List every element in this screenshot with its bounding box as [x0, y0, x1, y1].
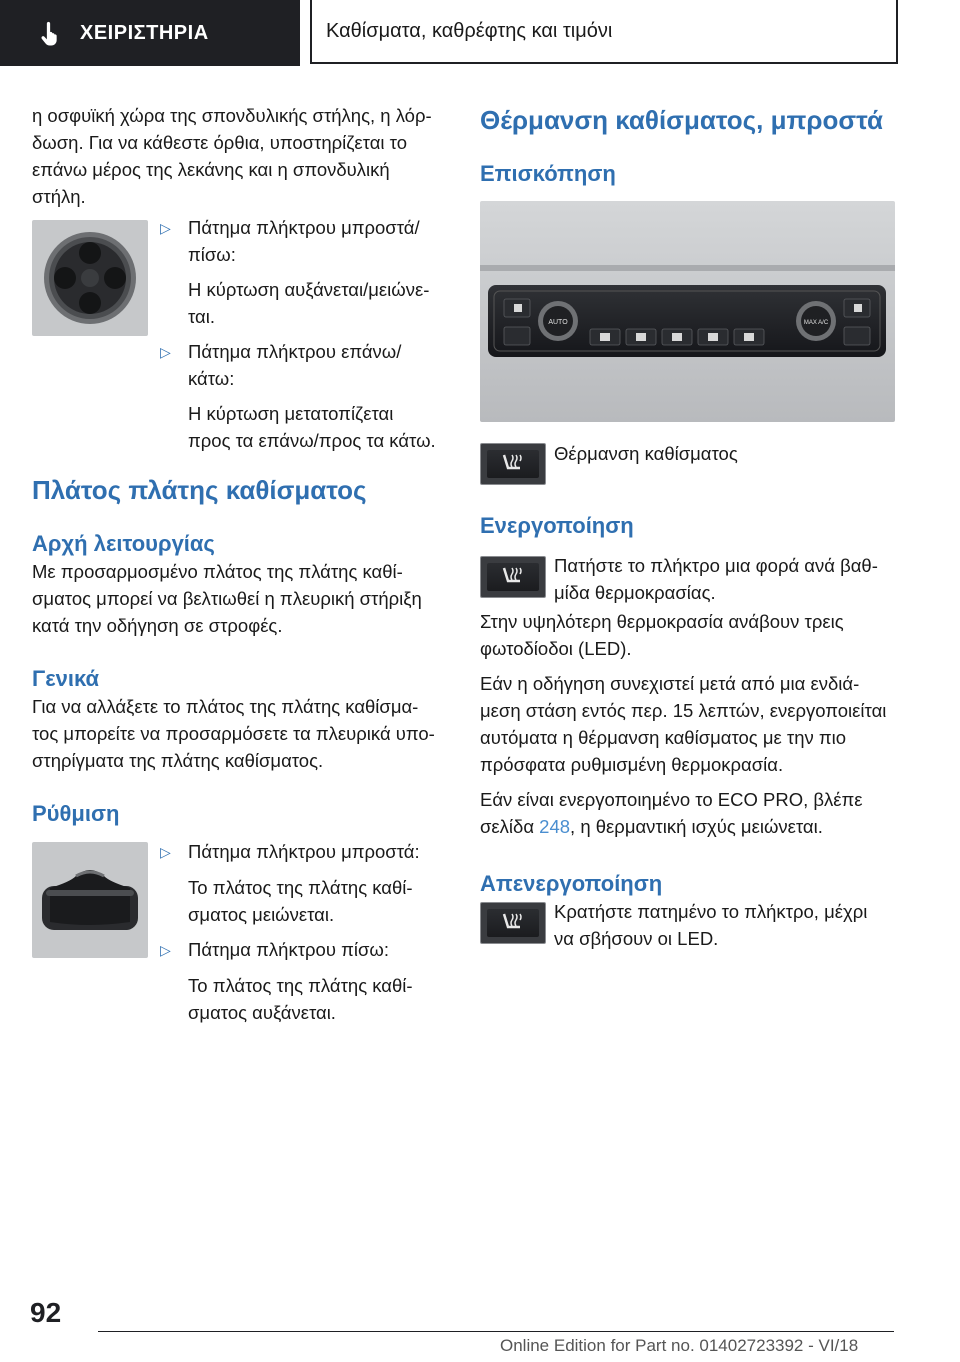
body-line: Στην υψηλότερη θερμοκρασία ανάβουν τρεις: [480, 611, 844, 632]
list-item: [160, 838, 452, 866]
body-line: μεση στάση εντός περ. 15 λεπτών, ενεργοποιείται: [480, 700, 887, 721]
seat-heating-icon: [498, 565, 528, 589]
action-text: Πάτημα πλήκτρου μπροστά:: [188, 841, 420, 862]
seat-heating-icon: [498, 452, 528, 476]
climate-panel-image: [480, 201, 895, 422]
section-tab: [310, 0, 898, 64]
list-item: [160, 214, 452, 268]
width-switch-image: [32, 842, 148, 958]
subsection-heading: Επισκόπηση: [480, 161, 616, 186]
body-line: πρόσφατα ρυθμισμένη θερμοκρασία.: [480, 754, 784, 775]
body-line: φωτοδίοδοι (LED).: [480, 638, 632, 659]
section-heading: Πλάτος πλάτης καθίσματος: [32, 475, 367, 505]
auto-button-label: AUTO: [548, 319, 568, 326]
action-text: κάτω:: [188, 368, 235, 389]
lumbar-instructions: [160, 214, 452, 454]
body-line: αυτόματα η θέρμανση καθίσματος με την πιο: [480, 727, 847, 748]
subsection-heading: Ρύθμιση: [32, 801, 120, 826]
action-text: Πάτημα πλήκτρου μπροστά/: [188, 217, 420, 238]
body-line: Με προσαρμοσμένο πλάτος της πλάτης καθί-: [32, 561, 403, 582]
subsection-heading: Απενεργοποίηση: [480, 871, 663, 896]
result-text: [160, 400, 452, 454]
triangle-bullet-icon: ▷: [160, 844, 171, 860]
page-reference-link[interactable]: 248: [539, 816, 571, 837]
body-line: Εάν η οδήγηση συνεχιστεί μετά από μια ενδιά-: [480, 673, 860, 694]
triangle-bullet-icon: ▷: [160, 220, 171, 236]
body-line: σματος μπορεί να βελτιωθεί η πλευρική στήριξη: [32, 588, 422, 609]
seat-heating-button-image: [480, 556, 546, 598]
result-line: ται.: [188, 306, 215, 327]
triangle-bullet-icon: ▷: [160, 942, 171, 958]
result-text: [160, 972, 452, 1026]
caption-line: μίδα θερμοκρασίας.: [554, 582, 716, 603]
activate-caption: [554, 552, 894, 606]
section-heading: Θέρμανση καθίσματος, μπροστά: [480, 105, 884, 135]
body-line: Για να αλλάξετε το πλάτος της πλάτης καθίσμα-: [32, 696, 419, 717]
chapter-title: ΧΕΙΡΙΣΤΗΡΙΑ: [80, 21, 209, 44]
triangle-bullet-icon: ▷: [160, 344, 171, 360]
result-line: Η κύρτωση μετατοπίζεται: [188, 403, 394, 424]
left-column-intro: [32, 102, 452, 210]
intro-line: στήλη.: [32, 186, 86, 207]
subsection-heading: Αρχή λειτουργίας: [32, 531, 215, 556]
intro-line: επάνω μέρος της λεκάνης και η σπονδυλική: [32, 159, 390, 180]
seat-heating-button-image: [480, 902, 546, 944]
width-section: [32, 474, 452, 828]
list-item: [160, 338, 452, 392]
caption-text: Θέρμανση καθίσματος: [554, 443, 738, 464]
edition-text: Online Edition for Part no. 01402723392 - VI/18: [500, 1336, 859, 1355]
result-line: σματος μειώνεται.: [188, 904, 335, 925]
result-text: [160, 874, 452, 928]
width-instructions: [160, 838, 452, 1026]
result-line: προς τα επάνω/προς τα κάτω.: [188, 430, 436, 451]
caption-line: Κρατήστε πατημένο το πλήκτρο, μέχρι: [554, 901, 868, 922]
result-line: Το πλάτος της πλάτης καθί-: [188, 877, 413, 898]
body-text: σελίδα: [480, 816, 540, 837]
caption-line: Πατήστε το πλήκτρο μια φορά ανά βαθ-: [554, 555, 878, 576]
body-line: Εάν είναι ενεργοποιημένο το ECO PRO, βλέπε: [480, 789, 863, 810]
caption-line: να σβήσουν οι LED.: [554, 928, 719, 949]
chapter-tab[interactable]: [0, 0, 300, 66]
seat-heating-button-image: [480, 443, 546, 485]
action-text: Πάτημα πλήκτρου επάνω/: [188, 341, 402, 362]
result-line: Το πλάτος της πλάτης καθί-: [188, 975, 413, 996]
result-text: [160, 276, 452, 330]
body-line: στηρίγματα της πλάτης καθίσματος.: [32, 750, 324, 771]
seat-heating-caption: [554, 440, 894, 467]
list-item: [160, 936, 452, 964]
page-number: 92: [30, 1297, 62, 1328]
intro-line: δωση. Για να κάθεστε όρθια, υποστηρίζεται το: [32, 132, 407, 153]
body-text: , η θερμαντική ισχύς μειώνεται.: [570, 816, 823, 837]
max-ac-button-label: MAX A/C: [803, 320, 829, 326]
seat-heating-header: [480, 104, 900, 188]
result-line: Η κύρτωση αυξάνεται/μειώνε-: [188, 279, 430, 300]
lumbar-switch-image: [32, 220, 148, 336]
result-line: σματος αυξάνεται.: [188, 1002, 336, 1023]
activate-body: [480, 608, 900, 898]
subsection-heading: Γενικά: [32, 666, 100, 691]
body-line: τος μπορείτε να προσαρμόσετε τα πλευρικά υπο-: [32, 723, 435, 744]
footer-divider: [98, 1331, 894, 1332]
action-text: πίσω:: [188, 244, 236, 265]
seat-heating-icon: [498, 911, 528, 935]
subsection-heading: Ενεργοποίηση: [480, 513, 634, 538]
page-header: [0, 0, 960, 66]
action-text: Πάτημα πλήκτρου πίσω:: [188, 939, 389, 960]
hand-pointer-icon: [38, 19, 66, 47]
activate-heading-block: [480, 512, 900, 540]
body-line: [480, 813, 900, 840]
deactivate-caption: [554, 898, 894, 952]
section-title: Καθίσματα, καθρέφτης και τιμόνι: [326, 19, 613, 42]
intro-line: η οσφυϊκή χώρα της σπονδυλικής στήλης, η λόρ-: [32, 105, 432, 126]
body-line: κατά την οδήγηση σε στροφές.: [32, 615, 283, 636]
